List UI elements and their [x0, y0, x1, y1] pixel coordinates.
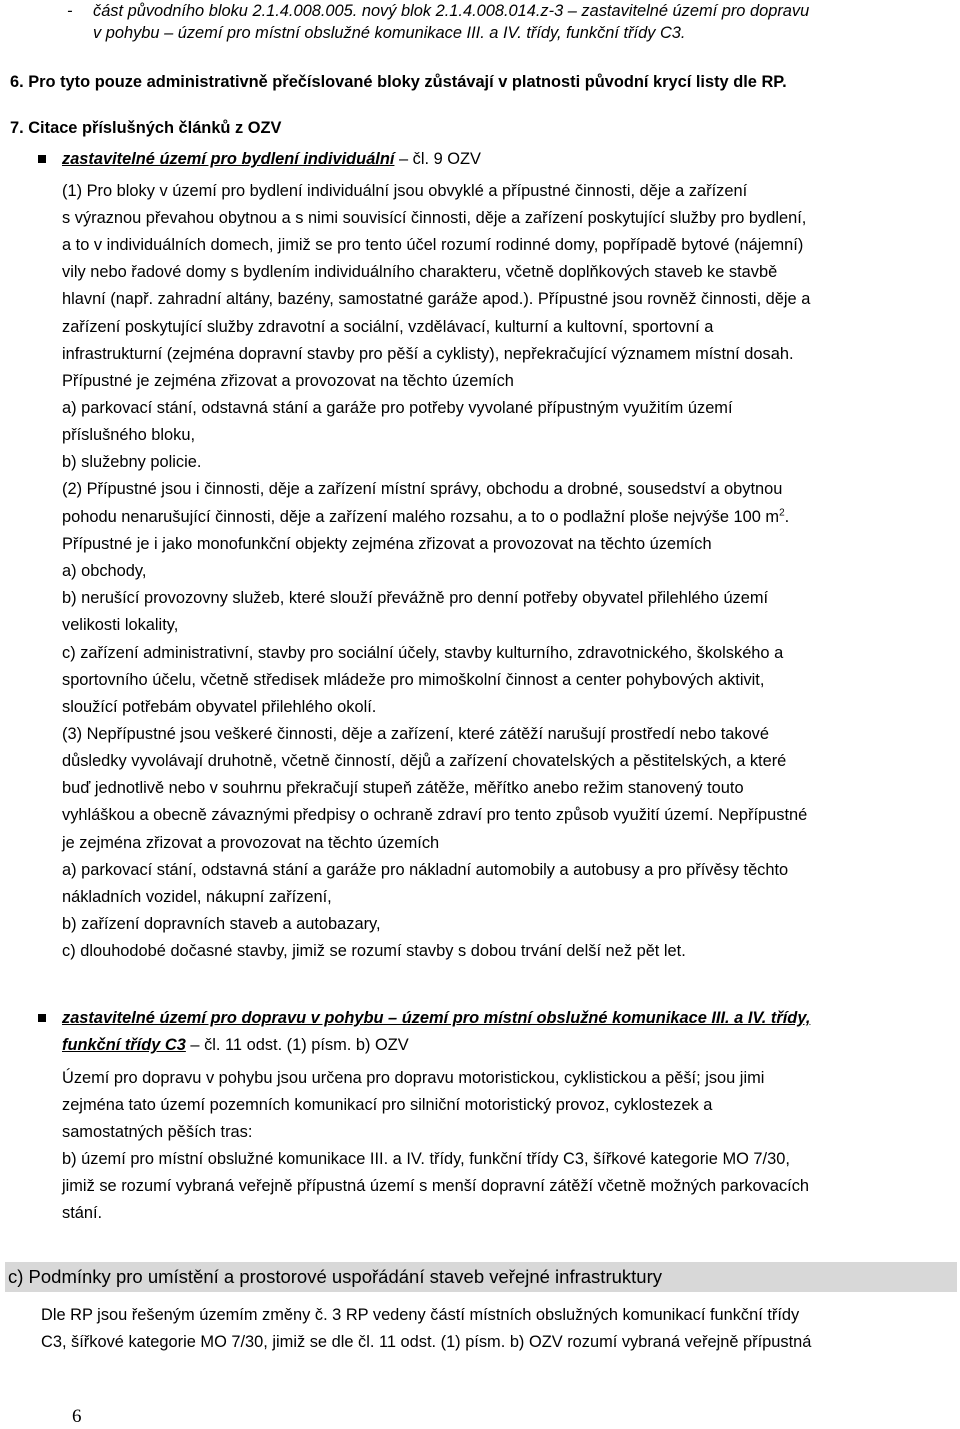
bullet-1-line: a) parkovací stání, odstavná stání a garáže pro potřeby vyvolané přípustným využitím území — [62, 399, 733, 417]
bullet-1-line: s výraznou převahou obytnou a s nimi souvisící činnosti, děje a zařízení poskytující služby pro bydlení, — [62, 209, 807, 227]
dash-item-line-2: v pohybu – území pro místní obslužné komunikace III. a IV. třídy, funkční třídy C3. — [93, 24, 686, 42]
bullet-1-line: důsledky vyvolávají druhotně, včetně činností, dějů a zařízení chovatelských a pěstitelských, a které — [62, 752, 787, 770]
bullet-2-line: stání. — [62, 1204, 103, 1222]
bullet-2-line: zejména tato území pozemních komunikací pro silniční motoristický provoz, cyklostezek a — [62, 1096, 713, 1114]
bullet-2-line: jimiž se rozumí vybraná veřejně přípustná území s menší dopravní zátěží včetně možných parkovacích — [62, 1177, 810, 1195]
dash-item-line-1: část původního bloku 2.1.4.008.005. nový blok 2.1.4.008.014.z-3 – zastavitelné území pro dopravu — [93, 2, 810, 20]
bullet-1-line: c) dlouhodobé dočasné stavby, jimiž se rozumí stavby s dobou trvání delší než pět let. — [62, 942, 686, 960]
item-6: 6. Pro tyto pouze administrativně přečíslované bloky zůstávají v platnosti původní krycí listy dle RP. — [10, 73, 787, 91]
bullet-1-line: hlavní (např. zahradní altány, bazény, samostatné garáže apod.). Přípustné jsou rovněž činnosti, děje a — [62, 290, 811, 308]
bullet-square-icon — [38, 155, 46, 163]
bullet-2-heading-line-1: zastavitelné území pro dopravu v pohybu – území pro místní obslužné komunikace III. a IV. třídy, — [62, 1009, 811, 1027]
bullet-1-line: (1) Pro bloky v území pro bydlení individuální jsou obvyklé a přípustné činnosti, děje a zařízení — [62, 182, 748, 200]
bullet-2-heading-line-2: funkční třídy C3 — [62, 1036, 186, 1054]
bullet-1-line: a to v individuálních domech, jimiž se pro tento účel rozumí rodinné domy, popřípadě bytové (nájemní) — [62, 236, 804, 254]
bullet-square-icon — [38, 1014, 46, 1022]
bullet-1-line-text: pohodu nenarušující činnosti, děje a zařízení malého rozsahu, a to o podlažní ploše nejvýše 100 m — [62, 508, 780, 526]
bullet-1-heading: zastavitelné území pro bydlení individuální — [62, 150, 395, 168]
bullet-1-line: sloužící potřebám obyvatel přilehlého okolí. — [62, 698, 377, 716]
bullet-1-line: b) zařízení dopravních staveb a autobazary, — [62, 915, 381, 933]
superscript: 2 — [779, 507, 785, 519]
bullet-1-line: infrastrukturní (zejména dopravní stavby pro pěší a cyklisty), nepřekračující významem místní dosah. — [62, 345, 794, 363]
section-c-heading-bar — [5, 1262, 957, 1292]
bullet-1-line: b) nerušící provozovny služeb, které slouží převážně pro denní potřeby obyvatel přilehlého území — [62, 589, 769, 607]
bullet-1-line: a) parkovací stání, odstavná stání a garáže pro nákladní automobily a autobusy a pro přívěsy těchto — [62, 861, 789, 879]
bullet-2-line: Území pro dopravu v pohybu jsou určena pro dopravu motoristickou, cyklistickou a pěší; jsou jimi — [62, 1069, 765, 1087]
bullet-2-heading-row — [62, 1034, 409, 1056]
bullet-1-line: Přípustné je i jako monofunkční objekty zejména zřizovat a provozovat na těchto územích — [62, 535, 712, 553]
bullet-1-line: b) služebny policie. — [62, 453, 202, 471]
bullet-1-line: (2) Přípustné jsou i činnosti, děje a zařízení místní správy, obchodu a drobné, sousedství a obytnou — [62, 480, 783, 498]
bullet-1-line: vily nebo řadové domy s bydlením individuálního charakteru, včetně doplňkových staveb ke stavbě — [62, 263, 778, 281]
bullet-1-line: sportovního účelu, včetně středisek mládeže pro mimoškolní činnost a center pohybových aktivit, — [62, 671, 765, 689]
bullet-1-line: vyhláškou a obecně závaznými předpisy o ochraně zdraví pro tento způsob využití území. Nepřípustné — [62, 806, 808, 824]
bullet-1-reference: – čl. 9 OZV — [394, 150, 481, 168]
bullet-1-line-area — [62, 506, 789, 528]
period: . — [784, 508, 790, 526]
bullet-1-line: c) zařízení administrativní, stavby pro sociální účely, stavby kulturního, zdravotnického, školského a — [62, 644, 784, 662]
bullet-1-line: (3) Nepřípustné jsou veškeré činnosti, děje a zařízení, které zátěží narušují prostředí nebo takové — [62, 725, 769, 743]
bullet-1-line: a) obchody, — [62, 562, 147, 580]
bullet-1-line: je zejména zřizovat a provozovat na těchto územích — [62, 834, 440, 852]
bullet-1-line: velikosti lokality, — [62, 616, 179, 634]
section-c-line: C3, šířkové kategorie MO 7/30, jimiž se dle čl. 11 odst. (1) písm. b) OZV rozumí vybraná veřejně přípustná — [41, 1333, 812, 1351]
bullet-1-line: Přípustné je zejména zřizovat a provozovat na těchto územích — [62, 372, 514, 390]
bullet-2-reference: – čl. 11 odst. (1) písm. b) OZV — [185, 1036, 409, 1054]
bullet-1-line: příslušného bloku, — [62, 426, 196, 444]
section-c-title: c) Podmínky pro umístění a prostorové uspořádání staveb veřejné infrastruktury — [8, 1266, 662, 1287]
bullet-2-line: samostatných pěších tras: — [62, 1123, 253, 1141]
bullet-2-line: b) území pro místní obslužné komunikace III. a IV. třídy, funkční třídy C3, šířkové kategorie MO 7/30, — [62, 1150, 790, 1168]
page-number: 6 — [72, 1406, 82, 1427]
bullet-1-line: buď jednotlivě nebo v souhrnu překračují stupeň zátěže, měřítko anebo režim stanovený touto — [62, 779, 744, 797]
dash-marker: - — [67, 2, 73, 20]
bullet-1-line: zařízení poskytující služby zdravotní a sociální, vzdělávací, kulturní a kultovní, sportovní a — [62, 318, 714, 336]
item-7-heading: 7. Citace příslušných článků z OZV — [10, 119, 282, 137]
bullet-1-heading-row — [62, 148, 481, 170]
bullet-1-line: nákladních vozidel, nákupní zařízení, — [62, 888, 332, 906]
section-c-line: Dle RP jsou řešeným územím změny č. 3 RP vedeny částí místních obslužných komunikací funkční třídy — [41, 1306, 800, 1324]
